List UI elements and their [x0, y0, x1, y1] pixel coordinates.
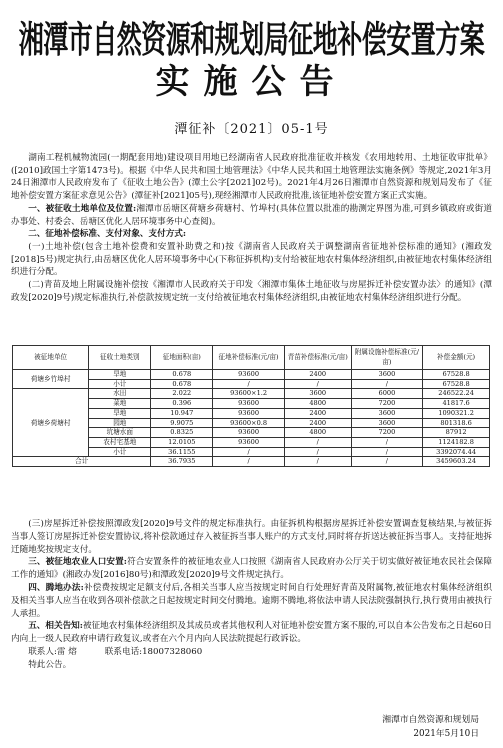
- table-row: 坑塘水面 0.8325 93600 4800 7200 87912: [13, 428, 490, 438]
- intro-paragraph: 湖南工程机械物流园(一期配套用地)建设项目用地已经湖南省人民政府批准征收并核发《农用地转用、土地征收审批单》([2010]政国土字第1473号)。根据《中华人民共和国土地管理法》《中华人民共和国土地管理法实施条例》等规定,2021年3月24日湘潭市人民政府发布了《征收土地公告》(潭土公字[2021]02号)。2021年4月26日湘潭市自然资源和规划局发布了《征地补偿安置方案征求意见公告》(潭征补[2021]05号),现经湘潭市人民政府批准,该征地补偿安置方案正式实施。: [11, 153, 492, 202]
- table-row: 旱地 10.947 93600 2400 3600 1090321.2: [13, 408, 490, 418]
- unit-cell: 荷塘乡荷塘村: [13, 389, 89, 457]
- section-3-title: 三、被征地农业人口安置:: [28, 557, 127, 568]
- section-2-item-1: (一)土地补偿(包含土地补偿费和安置补助费之和)按《湖南省人民政府关于调整湖南省征地补偿标准的通知》(湘政发[2018]5号)规定执行,由岳塘区优化人居环境事务中心(下称征拆机构)支付给被征地农村集体经济组织,由被征地农村集体经济组织进行分配。: [11, 241, 492, 278]
- table-row: 小计 36.1155 / / / 3392074.44: [13, 447, 490, 457]
- col-land-standard: 征地补偿标准(元/亩): [213, 346, 285, 370]
- signature-block: [382, 713, 479, 741]
- contact-person: 联系人:雷 熔: [28, 646, 77, 657]
- unit-cell: 荷塘乡竹埠村: [13, 370, 89, 389]
- table-header-row: [13, 346, 490, 370]
- notice-body-lower: [11, 518, 492, 672]
- section-2-title: 二、征地补偿标准、支付对象、支付方式:: [28, 229, 187, 240]
- section-3-text: 符合安置条件的被征地农业人口按照《湖南省人民政府办公厅关于切实做好被征地农民社会保障工作的通知》(湘政办发[2016]80号)和潭政发[2020]9号文件规定执行。: [11, 557, 492, 581]
- table-row: 菜地 0.396 93600 4800 7200 41817.6: [13, 399, 490, 409]
- contact-line: [11, 646, 492, 659]
- col-amount: 补偿金额(元): [423, 346, 490, 370]
- section-4-text: 补偿费按规定足额支付后,各相关当事人应当按规定时间自行处理好青苗及附属物,被征地农村集体经济组织及相关当事人应当在收到各项补偿款之日起按规定时间交付腾地。逾期不腾地,将依法申请人民法院强制执行,执行费用由被执行人承担。: [11, 582, 492, 619]
- compensation-table: [12, 345, 490, 467]
- col-area: 征地面积(亩): [151, 346, 213, 370]
- table-row: 园地 9.9075 93600×0.8 2400 3600 801318.6: [13, 418, 490, 428]
- section-2-item-3: (三)房屋拆迁补偿按照潭政发[2020]9号文件的规定标准执行。由征拆机构根据房屋拆迁补偿安置调查复核结果,与被征拆当事人签订房屋拆迁补偿安置协议,将补偿款通过存入被征拆当事人账户的方式支付,同时将存折送达被征拆当事人。支持征地拆迁随地奖按规定支付。: [11, 519, 492, 555]
- section-1-title: 一、被征收土地单位及位置:: [28, 203, 137, 214]
- section-4-title: 四、腾地办法:: [28, 582, 84, 593]
- notice-body-upper: [11, 152, 492, 304]
- closing-line: 特此公告。: [28, 659, 72, 670]
- notice-subtitle: 实施公告: [155, 62, 348, 102]
- section-2-item-2: (二)青苗及地上附属设施补偿按《湘潭市人民政府关于印发〈湘潭市集体土地征收与房屋拆迁补偿安置办法〉的通知》(潭政发[2020]9号)规定标准执行,补偿款按规定统一支付给被征地农村集体经济组织,由被征地农村集体经济组织进行分配。: [11, 280, 492, 303]
- signature-org: 湘潭市自然资源和规划局: [382, 715, 479, 725]
- section-1: [11, 203, 492, 228]
- section-5: [11, 620, 492, 646]
- section-4: [11, 582, 492, 620]
- table-row: 荷塘乡荷塘村 水田 2.022 93600×1.2 3600 6000 246522.24: [13, 389, 490, 399]
- table-total-row: 合计 36.7935 / / / 3459603.24: [13, 457, 490, 467]
- col-facility-standard: 附属设施补偿标准(元/亩): [351, 346, 423, 370]
- col-land-type: 征收土地类别: [89, 346, 151, 370]
- section-1-text: 湘潭市岳塘区荷塘乡荷塘村、竹埠村(具体位置以批准的勘测定界图为准,可到乡镇政府或街道办事处、村委会、岳塘区优化人居环境事务中心查阅)。: [11, 203, 492, 227]
- table-row: 小计 0.678 / / / 67528.8: [13, 379, 490, 389]
- contact-phone: 联系电话:18007328060: [104, 646, 203, 657]
- document-number: 潭征补〔2021〕05-1号: [174, 122, 329, 137]
- section-5-title: 五、相关告知:: [28, 621, 83, 632]
- section-5-text: 被征地农村集体经济组织及其成员或者其他权利人对征地补偿安置方案不服的,可以自本公告发布之日起60日内向上一级人民政府申请行政复议,或者在六个月内向人民法院提起行政诉讼。: [11, 621, 492, 645]
- table-row: 农村宅基地 12.0105 93600 / / 1124182.8: [13, 437, 490, 447]
- section-3: [11, 556, 492, 582]
- notice-headline: 湘潭市自然资源和规划局征地补偿安置方案: [18, 18, 485, 61]
- col-crop-standard: 青苗补偿标准(元/亩): [284, 346, 351, 370]
- signature-date: 2021年5月10日: [413, 729, 479, 739]
- table-row: 荷塘乡竹埠村 旱地 0.678 93600 2400 3600 67528.8: [13, 370, 490, 380]
- col-unit: 被征地单位: [13, 346, 89, 370]
